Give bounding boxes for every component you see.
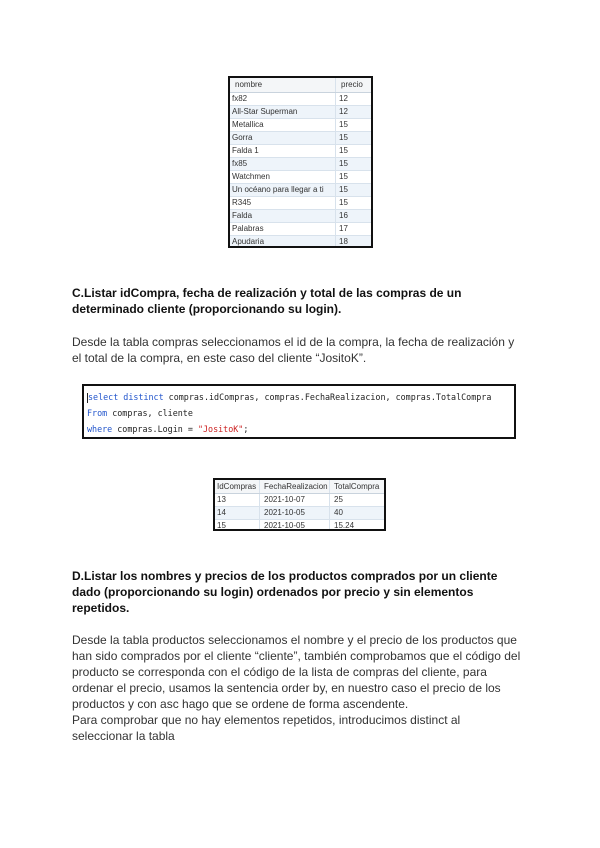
sql-line-2 bbox=[87, 405, 514, 421]
sql-query-box bbox=[82, 384, 516, 439]
table-cell: 12 bbox=[339, 107, 348, 116]
table-row bbox=[230, 132, 371, 145]
table-row bbox=[215, 520, 384, 531]
table-cell: 18 bbox=[339, 237, 348, 246]
table-cell: 2021-10-05 bbox=[260, 520, 330, 531]
table-cell: 12 bbox=[339, 94, 348, 103]
section-d-para-line: Para comprobar que no hay elementos repetidos, introducimos distinct al bbox=[72, 713, 461, 727]
section-c-para-line1: Desde la tabla compras seleccionamos el id de la compra, la fecha de realización y bbox=[72, 335, 515, 349]
products-result-table bbox=[228, 76, 373, 248]
table-cell: 15 bbox=[339, 120, 348, 129]
table-row bbox=[230, 236, 371, 248]
sql-text: ; bbox=[243, 424, 249, 434]
table-cell: All-Star Superman bbox=[230, 106, 336, 118]
column-header: nombre bbox=[230, 78, 336, 92]
table-row bbox=[230, 158, 371, 171]
section-d-heading bbox=[72, 568, 542, 616]
table-row bbox=[230, 145, 371, 158]
section-d-para-line: producto se corresponda con el código de la lista de compras del cliente, para bbox=[72, 665, 487, 679]
table-cell: Apudaria bbox=[230, 236, 336, 248]
table-cell: 15.24 bbox=[334, 521, 355, 530]
section-c-heading-line2: determinado cliente (proporcionando su login). bbox=[72, 302, 342, 316]
table-cell: 15 bbox=[339, 146, 348, 155]
section-d-heading-line1: D.Listar los nombres y precios de los productos comprados por un cliente bbox=[72, 569, 498, 583]
sql-keyword: where bbox=[87, 424, 113, 434]
table-cell: 40 bbox=[334, 508, 343, 517]
section-c-paragraph bbox=[72, 334, 542, 366]
sql-line-1 bbox=[87, 389, 514, 405]
section-d-paragraph bbox=[72, 632, 552, 744]
table-cell: Falda 1 bbox=[230, 145, 336, 157]
purchases-result-table bbox=[213, 478, 386, 531]
table-row bbox=[230, 171, 371, 184]
table-cell: Falda bbox=[230, 210, 336, 222]
section-c-heading bbox=[72, 285, 532, 317]
table-row bbox=[215, 494, 384, 507]
sql-text: compras.idCompras, compras.FechaRealizacion, compras.TotalCompra bbox=[163, 392, 492, 402]
table-cell: 15 bbox=[339, 159, 348, 168]
section-d-para-line: Desde la tabla productos seleccionamos el nombre y el precio de los productos que bbox=[72, 633, 517, 647]
column-header: TotalCompra bbox=[334, 482, 380, 491]
table-cell: fx82 bbox=[230, 93, 336, 105]
table-cell: 25 bbox=[334, 495, 343, 504]
table-header-row bbox=[230, 78, 371, 93]
table-cell: 15 bbox=[339, 185, 348, 194]
table-row bbox=[230, 119, 371, 132]
sql-keyword: select distinct bbox=[88, 392, 164, 402]
table-row bbox=[230, 197, 371, 210]
table-cell: R345 bbox=[230, 197, 336, 209]
table-cell: 15 bbox=[339, 172, 348, 181]
section-d-para-line: seleccionar la tabla bbox=[72, 729, 175, 743]
table-cell: Palabras bbox=[230, 223, 336, 235]
section-d-para-line: han sido comprados por el cliente “cliente”, también comprobamos que el código del bbox=[72, 649, 521, 663]
table-cell: 15 bbox=[339, 133, 348, 142]
section-d-heading-line3: repetidos. bbox=[72, 601, 130, 615]
table-cell: 16 bbox=[339, 211, 348, 220]
section-c-heading-line1: C.Listar idCompra, fecha de realización y total de las compras de un bbox=[72, 286, 462, 300]
table-row bbox=[230, 93, 371, 106]
sql-string: "JositoK" bbox=[197, 424, 244, 434]
section-d-para-line: ordenar el precio, usamos la sentencia order by, en nuestro caso el precio de los bbox=[72, 681, 501, 695]
table-cell: 13 bbox=[215, 494, 260, 506]
table-cell: 15 bbox=[339, 198, 348, 207]
table-row bbox=[230, 223, 371, 236]
table-row bbox=[230, 184, 371, 197]
table-row bbox=[230, 106, 371, 119]
table-cell: 14 bbox=[215, 507, 260, 519]
sql-line-3 bbox=[87, 421, 514, 437]
section-d-heading-line2: dado (proporcionando su login) ordenados por precio y sin elementos bbox=[72, 585, 474, 599]
table-cell: Watchmen bbox=[230, 171, 336, 183]
sql-text: compras.Login = bbox=[112, 424, 198, 434]
section-d-para-line: productos y con asc hago que se ordene de forma ascendente. bbox=[72, 697, 409, 711]
section-c-para-line2: el total de la compra, en este caso del cliente “JositoK”. bbox=[72, 351, 367, 365]
column-header: FechaRealizacion bbox=[260, 480, 330, 493]
table-row bbox=[215, 507, 384, 520]
table-cell: 2021-10-07 bbox=[260, 494, 330, 506]
table-cell: 17 bbox=[339, 224, 348, 233]
table-cell: fx85 bbox=[230, 158, 336, 170]
sql-keyword: From bbox=[87, 408, 108, 418]
column-header: IdCompras bbox=[215, 480, 260, 493]
table-header-row bbox=[215, 480, 384, 494]
table-row bbox=[230, 210, 371, 223]
sql-text: compras, cliente bbox=[107, 408, 193, 418]
table-cell: Metallica bbox=[230, 119, 336, 131]
table-cell: 15 bbox=[215, 520, 260, 531]
table-cell: Gorra bbox=[230, 132, 336, 144]
column-header: precio bbox=[341, 80, 363, 89]
table-cell: 2021-10-05 bbox=[260, 507, 330, 519]
table-cell: Un océano para llegar a ti bbox=[230, 184, 336, 196]
